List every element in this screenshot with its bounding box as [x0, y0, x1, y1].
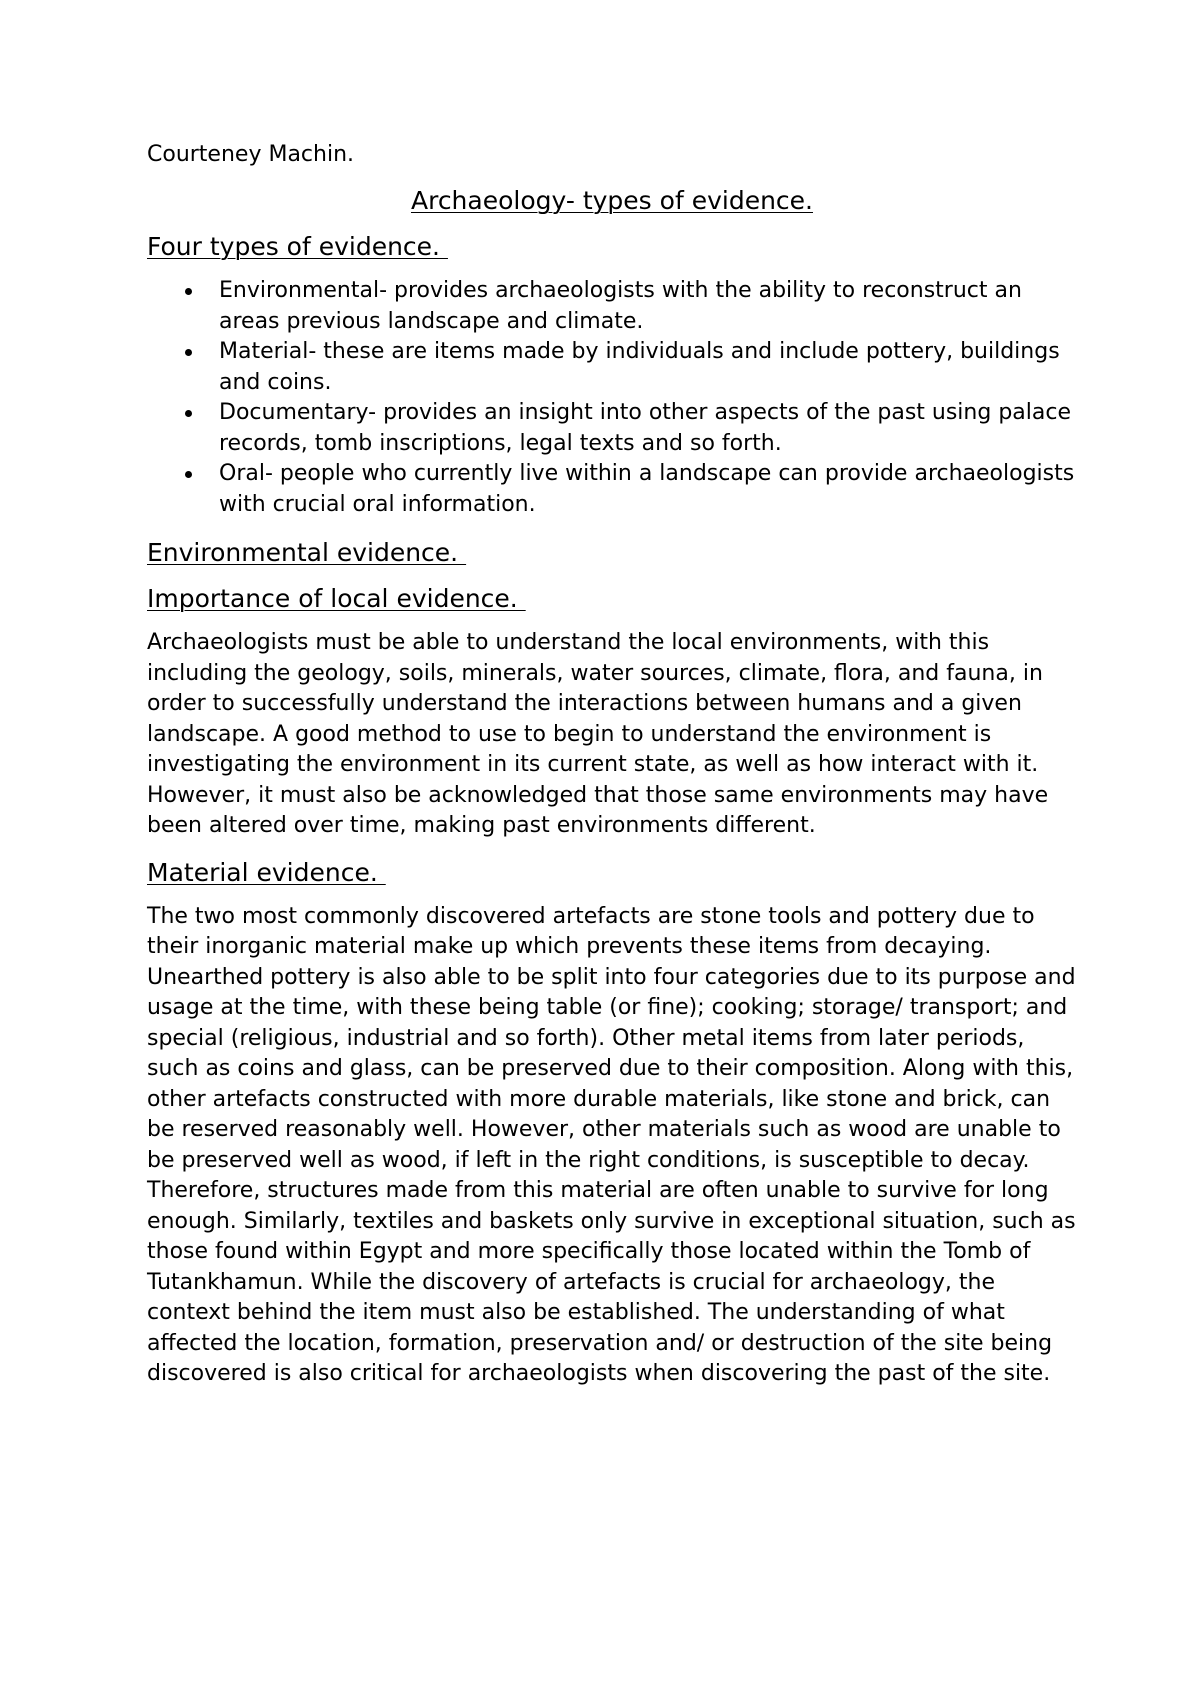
list-item-text: Environmental- provides archaeologists with the ability to reconstruct an areas previous landscape and climate. — [219, 278, 1022, 334]
section-heading-environmental-text: Environmental evidence. — [147, 538, 467, 567]
author-name: Courteney Machin. — [147, 142, 355, 167]
section-heading-local-text: Importance of local evidence. — [147, 584, 526, 613]
section-heading-types — [147, 230, 1077, 264]
bullet-icon — [185, 471, 192, 478]
document-title — [147, 184, 1077, 218]
section-heading-material — [147, 856, 1077, 890]
bullet-icon — [185, 410, 192, 417]
bullet-icon — [185, 349, 192, 356]
material-evidence-paragraph: The two most commonly discovered artefacts are stone tools and pottery due to their inorganic material make up which prevents these items from decaying. Unearthed pottery is also able to be split into four categories due to its purpose and usage at the time, with these being table (or fine); cooking; storage/ transport; and special (religious, industrial and so forth). Other metal items from later periods, such as coins and glass, can be preserved due to their composition. Along with this, other artefacts constructed with more durable materials, like stone and brick, can be reserved reasonably well. However, other materials such as wood are unable to be preserved well as wood, if left in the right conditions, is susceptible to decay. Therefore, structures made from this material are often unable to survive for long enough. Similarly, textiles and baskets only survive in exceptional situation, such as those found within Egypt and more specifically those located within the Tomb of Tutankhamun. While the discovery of artefacts is crucial for archaeology, the context behind the item must also be established. The understanding of what affected the location, formation, preservation and/ or destruction of the site being discovered is also critical for archaeologists when discovering the past of the site. — [147, 903, 1076, 1386]
list-item-text: Oral- people who currently live within a landscape can provide archaeologists with crucial oral information. — [219, 461, 1075, 517]
section-heading-types-text: Four types of evidence. — [147, 232, 448, 261]
local-evidence-paragraph: Archaeologists must be able to understand the local environments, with this including the geology, soils, minerals, water sources, climate, flora, and fauna, in order to successfully understand the interactions between humans and a given landscape. A good method to use to begin to understand the environment is investigating the environment in its current state, as well as how interact with it. However, it must also be acknowledged that those same environments may have been altered over time, making past environments different. — [147, 630, 1049, 838]
list-item — [147, 459, 1077, 520]
list-item-text: Documentary- provides an insight into other aspects of the past using palace records, tomb inscriptions, legal texts and so forth. — [219, 400, 1071, 456]
evidence-types-list — [147, 276, 1077, 520]
section-heading-local — [147, 582, 1077, 616]
list-item — [147, 276, 1077, 337]
document-title-text: Archaeology- types of evidence. — [410, 186, 813, 215]
list-item — [147, 337, 1077, 398]
list-item — [147, 398, 1077, 459]
list-item-text: Material- these are items made by individuals and include pottery, buildings and coins. — [219, 339, 1060, 395]
section-heading-environmental — [147, 536, 1077, 570]
section-heading-material-text: Material evidence. — [147, 857, 386, 887]
bullet-icon — [185, 288, 192, 295]
document-page — [147, 140, 1077, 1404]
